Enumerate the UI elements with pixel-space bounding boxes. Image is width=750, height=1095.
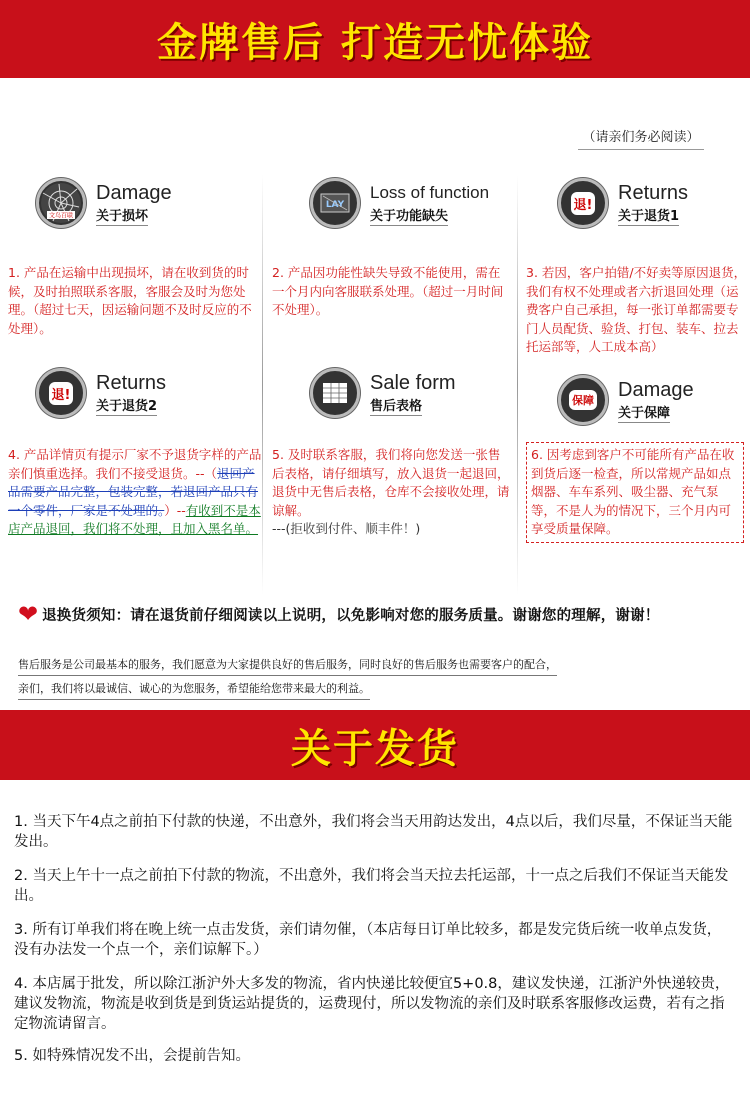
shipping-item: 1. 当天下午4点之前拍下付款的快递，不出意外，我们将会当天用韵达发出，4点以后，我们尽量，不保证当天能发出。 xyxy=(14,814,733,850)
card-en-title: Returns xyxy=(618,181,689,204)
service-line: 售后服务是公司最基本的服务，我们愿意为大家提供良好的售后服务，同时良好的售后服务也需要客户的配合， xyxy=(18,656,557,676)
banner-title: 金牌售后 打造无忧体验 xyxy=(157,19,593,66)
card-loss-of-function xyxy=(310,178,489,228)
card-cn-title: 关于退货1 xyxy=(618,205,679,226)
shipping-item: 2. 当天上午十一点之前拍下付款的物流，不出意外，我们将会当天拉去托运部，十一点之后我们不保证当天能发出。 xyxy=(14,868,729,904)
shipping-item: 5. 如特殊情况发不出，会提前告知。 xyxy=(14,1048,250,1064)
card-cn-title: 售后表格 xyxy=(370,395,422,416)
card-damage xyxy=(36,178,172,228)
card-text: 6. 因考虑到客户不可能所有产品在收到货后逐一检查，所以常规产品如点烟器、车车系列、吸尘器、充气泵等，不是人为的情况下，三个月内可享受质量保障。 xyxy=(526,442,744,543)
card-text: 2. 产品因功能性缺失导致不能使用，需在一个月内向客服联系处理。（超过一月时间不处理）。 xyxy=(272,265,504,317)
card-cn-title: 关于保障 xyxy=(618,402,670,423)
card-text-main: 5. 及时联系客服，我们将向您发送一张售后表格，请仔细填写，放入退货一起退回，退货中无售后表格，仓库不会接收处理，请谅解。 xyxy=(272,447,510,518)
return-badge-icon: 退! xyxy=(36,368,86,418)
service-line: 亲们，我们将以最诚信、诚心的为您服务，希望能给您带来最大的利益。 xyxy=(18,680,370,700)
card-text-red-2: ）-- xyxy=(164,502,186,518)
card-text xyxy=(272,446,512,539)
cracked-glass-icon xyxy=(36,178,86,228)
svg-text:LAY: LAY xyxy=(325,200,345,210)
card-en-title: Damage xyxy=(618,378,694,401)
card-en-title: Returns xyxy=(96,371,167,394)
card-text-extra: ---(拒收到付件、顺丰件！) xyxy=(272,521,421,536)
card-text-green: 有收到不是本店产品退回，我们将不处理，且加入黑名单。 xyxy=(8,502,261,536)
card-en-title: Loss of function xyxy=(370,182,490,202)
shipping-title: 关于发货 xyxy=(291,725,459,772)
shipping-banner xyxy=(0,710,750,780)
card-text-blue: 退回产品需要产品完整，包装完整，若退回产品只有一个零件，厂家是不处理的。 xyxy=(8,465,259,518)
card-cn-title: 关于损坏 xyxy=(96,205,148,226)
card-text: 3. 若因，客户拍错/不好卖等原因退货，我们有权不处理或者六折退回处理（运费客户自己承担，每一张订单都需要专门人员配货、验货、打包、装车、拉去托运部等，人工成本高） xyxy=(526,265,747,354)
card-en-title: Sale form xyxy=(370,371,456,394)
card-returns-2 xyxy=(36,368,166,418)
card-text: 1. 产品在运输中出现损坏，请在收到货的时候，及时拍照联系客服，客服会及时为您处理。（超过七天，因运输问题不及时反应的不处理）。 xyxy=(8,265,252,336)
card-en-title: Damage xyxy=(96,181,172,204)
card-sale-form xyxy=(310,368,456,418)
card-returns-1 xyxy=(558,178,688,228)
card-text xyxy=(8,446,262,539)
read-note: （请亲们务必阅读） xyxy=(578,128,704,150)
return-badge-icon: 退! xyxy=(558,178,608,228)
top-banner xyxy=(0,0,750,78)
shipping-item: 3. 所有订单我们将在晚上统一点击发货，亲们请勿催，（本店每日订单比较多，都是发完货后统一收单点发货，没有办法发一个点一个，亲们谅解下。） xyxy=(14,922,722,958)
column-divider xyxy=(517,175,518,595)
card-text-red: 4. 产品详情页有提示厂家不予退货字样的产品亲们慎重选择。我们不接受退货。--（ xyxy=(8,447,262,481)
shipping-item: 4. 本店属于批发，所以除江浙沪外大多发的物流，省内快递比较便宜5+0.8，建议发快递，江浙沪外快递较贵，建议发物流，物流是收到货是到货运站提货的，运费现付，所以发物流的亲们及时联系客服修改运费，若有之指定物流请留言。 xyxy=(14,976,730,1032)
heart-icon: ❤ xyxy=(18,600,39,628)
form-sheet-icon xyxy=(310,368,360,418)
column-divider xyxy=(262,175,263,595)
broken-screen-icon xyxy=(310,178,360,228)
svg-text:文鸟百联: 文鸟百联 xyxy=(48,212,74,220)
return-notice-text: 退换货须知：请在退货前仔细阅读以上说明，以免影响对您的服务质量。谢谢您的理解，谢谢！ xyxy=(42,607,660,624)
card-guarantee xyxy=(558,375,694,425)
guarantee-badge-icon: 保障 xyxy=(558,375,608,425)
card-cn-title: 关于退货2 xyxy=(96,395,157,416)
return-notice xyxy=(18,600,748,628)
card-cn-title: 关于功能缺失 xyxy=(370,205,448,226)
